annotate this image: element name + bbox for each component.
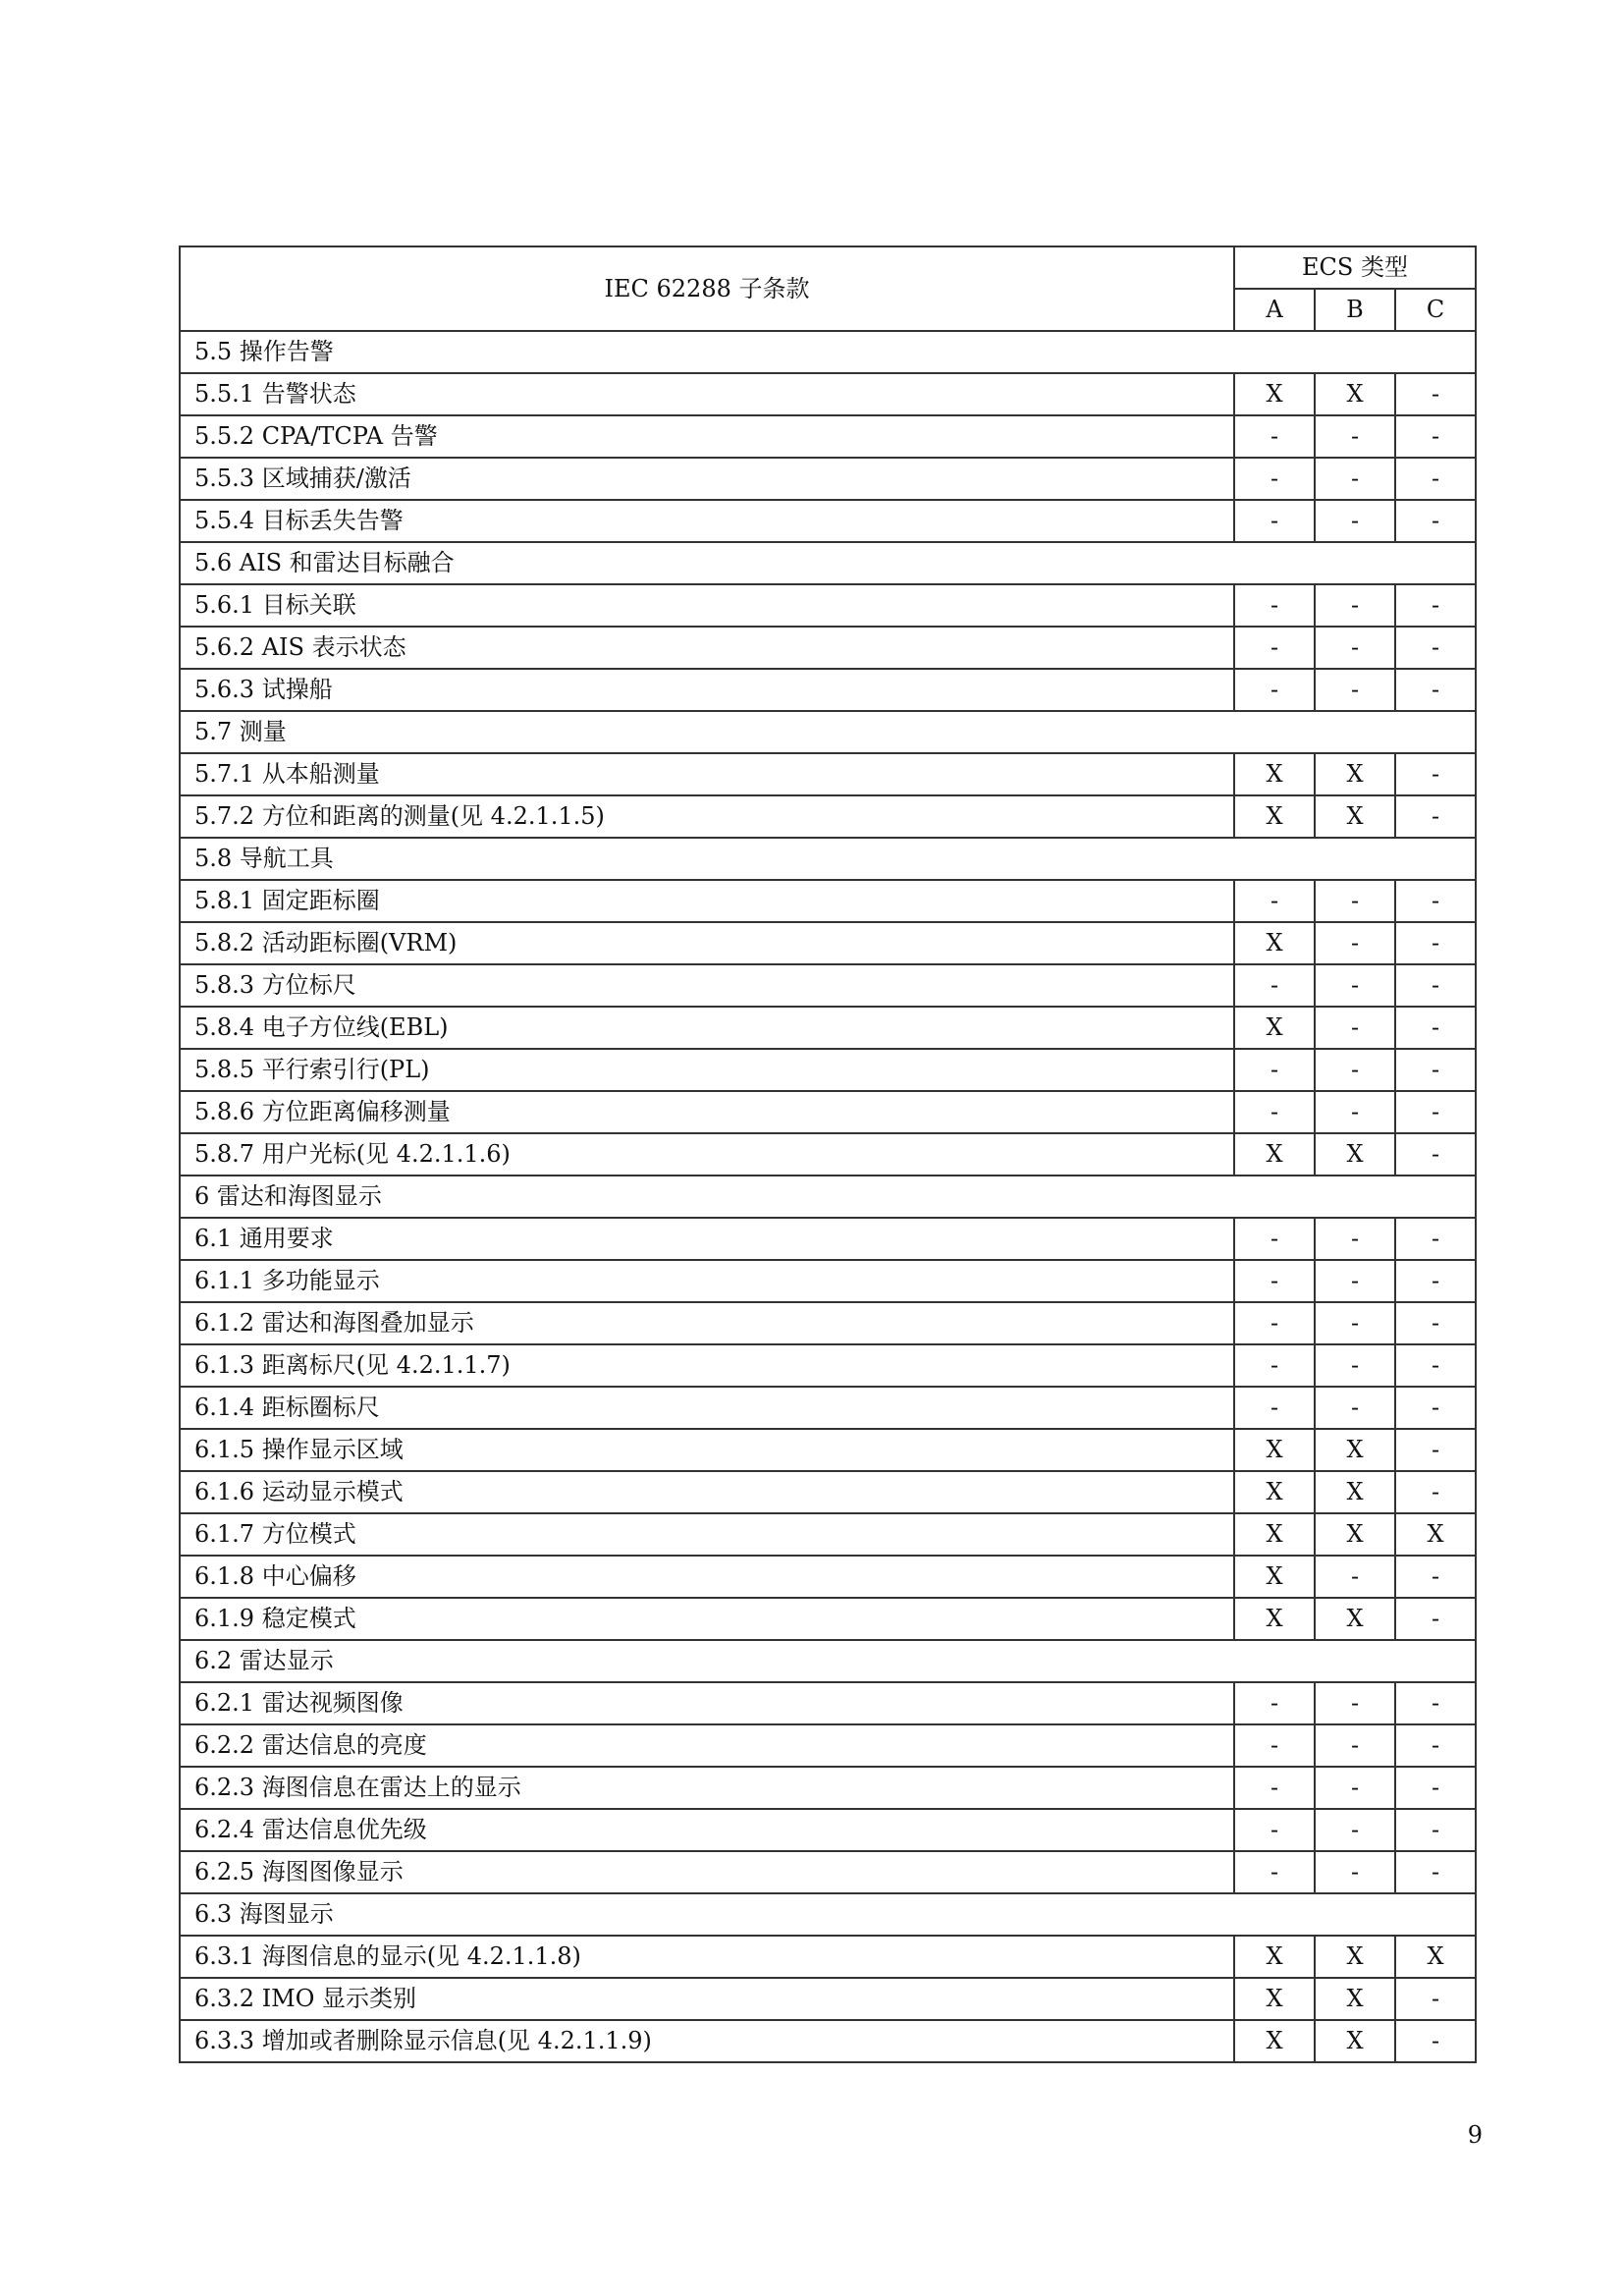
table-row — [180, 880, 1476, 922]
table-row — [180, 1978, 1476, 2020]
clause-label: 6.1.1 多功能显示 — [180, 1260, 1234, 1302]
ecs-a-mark: - — [1234, 1851, 1315, 1893]
ecs-b-mark: X — [1315, 753, 1395, 795]
table-row — [180, 1851, 1476, 1893]
table-row — [180, 1598, 1476, 1640]
ecs-c-mark: - — [1395, 1133, 1476, 1175]
ecs-b-mark: - — [1315, 1556, 1395, 1598]
ecs-a-mark: - — [1234, 415, 1315, 458]
table-row — [180, 669, 1476, 711]
ecs-a-mark: - — [1234, 1049, 1315, 1091]
clause-label: 5.6.1 目标关联 — [180, 584, 1234, 627]
ecs-b-mark: - — [1315, 627, 1395, 669]
ecs-a-mark: - — [1234, 500, 1315, 542]
ecs-a-mark: X — [1234, 795, 1315, 838]
ecs-c-mark: - — [1395, 795, 1476, 838]
clause-label: 5.5.2 CPA/TCPA 告警 — [180, 415, 1234, 458]
ecs-a-mark: X — [1234, 2020, 1315, 2062]
ecs-b-mark: - — [1315, 1809, 1395, 1851]
table-row — [180, 922, 1476, 964]
ecs-c-mark: - — [1395, 922, 1476, 964]
ecs-b-mark: X — [1315, 1133, 1395, 1175]
table-row — [180, 1387, 1476, 1429]
ecs-a-mark: - — [1234, 627, 1315, 669]
ecs-a-mark: - — [1234, 1809, 1315, 1851]
ecs-a-mark: X — [1234, 1471, 1315, 1513]
table-row — [180, 753, 1476, 795]
ecs-a-mark: X — [1234, 1513, 1315, 1556]
ecs-c-mark: - — [1395, 1344, 1476, 1387]
table-row — [180, 1513, 1476, 1556]
clause-label: 6.1.4 距标圈标尺 — [180, 1387, 1234, 1429]
ecs-a-mark: X — [1234, 1978, 1315, 2020]
clause-label: 6.3.1 海图信息的显示(见 4.2.1.1.8) — [180, 1936, 1234, 1978]
clause-column-header: IEC 62288 子条款 — [180, 246, 1234, 331]
ecs-c-mark: - — [1395, 584, 1476, 627]
clause-label: 6.3.3 增加或者删除显示信息(见 4.2.1.1.9) — [180, 2020, 1234, 2062]
clause-label: 6.1.3 距离标尺(见 4.2.1.1.7) — [180, 1344, 1234, 1387]
clause-label: 5.8.1 固定距标圈 — [180, 880, 1234, 922]
ecs-c-mark: - — [1395, 1767, 1476, 1809]
clause-label: 5.6.3 试操船 — [180, 669, 1234, 711]
clause-label: 6.1.8 中心偏移 — [180, 1556, 1234, 1598]
clause-label: 5.7.2 方位和距离的测量(见 4.2.1.1.5) — [180, 795, 1234, 838]
ecs-b-mark: - — [1315, 1682, 1395, 1724]
ecs-b-mark: - — [1315, 1218, 1395, 1260]
table-row — [180, 1682, 1476, 1724]
ecs-b-mark: X — [1315, 1513, 1395, 1556]
ecs-b-mark: - — [1315, 964, 1395, 1007]
ecs-c-mark: - — [1395, 964, 1476, 1007]
table-row — [180, 1429, 1476, 1471]
ecs-b-mark: X — [1315, 1936, 1395, 1978]
table-row — [180, 584, 1476, 627]
table-row — [180, 1302, 1476, 1344]
ecs-b-mark: X — [1315, 2020, 1395, 2062]
ecs-a-mark: - — [1234, 1682, 1315, 1724]
ecs-c-mark: - — [1395, 753, 1476, 795]
table-row — [180, 458, 1476, 500]
table-row — [180, 1936, 1476, 1978]
ecs-b-mark: - — [1315, 1387, 1395, 1429]
section-row — [180, 331, 1476, 373]
ecs-c-mark: - — [1395, 415, 1476, 458]
clause-label: 5.8.3 方位标尺 — [180, 964, 1234, 1007]
ecs-b-mark: - — [1315, 922, 1395, 964]
ecs-b-mark: - — [1315, 1724, 1395, 1767]
ecs-a-mark: - — [1234, 669, 1315, 711]
section-label: 6 雷达和海图显示 — [180, 1175, 1476, 1218]
ecs-b-mark: - — [1315, 669, 1395, 711]
section-label: 5.7 测量 — [180, 711, 1476, 753]
ecs-c-mark: - — [1395, 1091, 1476, 1133]
clause-label: 6.2.5 海图图像显示 — [180, 1851, 1234, 1893]
ecs-c-mark: - — [1395, 1724, 1476, 1767]
ecs-a-mark: - — [1234, 1767, 1315, 1809]
clause-label: 6.1.7 方位模式 — [180, 1513, 1234, 1556]
ecs-a-mark: X — [1234, 1133, 1315, 1175]
section-row — [180, 1893, 1476, 1936]
section-label: 5.6 AIS 和雷达目标融合 — [180, 542, 1476, 584]
clause-label: 5.8.6 方位距离偏移测量 — [180, 1091, 1234, 1133]
table-row — [180, 500, 1476, 542]
ecs-a-mark: X — [1234, 1598, 1315, 1640]
ecs-c-mark: - — [1395, 1007, 1476, 1049]
ecs-b-mark: X — [1315, 795, 1395, 838]
clause-label: 5.5.3 区域捕获/激活 — [180, 458, 1234, 500]
clause-label: 6.1.5 操作显示区域 — [180, 1429, 1234, 1471]
ecs-c-mark: - — [1395, 880, 1476, 922]
clause-label: 5.8.5 平行索引行(PL) — [180, 1049, 1234, 1091]
section-label: 5.8 导航工具 — [180, 838, 1476, 880]
ecs-b-mark: - — [1315, 1344, 1395, 1387]
ecs-b-mark: - — [1315, 1302, 1395, 1344]
ecs-b-mark: - — [1315, 500, 1395, 542]
ecs-c-mark: - — [1395, 2020, 1476, 2062]
ecs-c-mark: - — [1395, 1429, 1476, 1471]
ecs-c-mark: - — [1395, 1978, 1476, 2020]
ecs-a-mark: - — [1234, 1302, 1315, 1344]
ecs-a-mark: - — [1234, 1724, 1315, 1767]
table-row — [180, 1091, 1476, 1133]
ecs-c-mark: - — [1395, 1556, 1476, 1598]
ecs-b-mark: X — [1315, 1429, 1395, 1471]
table-row — [180, 1218, 1476, 1260]
ecs-c-mark: - — [1395, 1049, 1476, 1091]
ecs-c-mark: - — [1395, 1682, 1476, 1724]
table-row — [180, 2020, 1476, 2062]
ecs-a-mark: - — [1234, 964, 1315, 1007]
table-row — [180, 373, 1476, 415]
clause-label: 6.1 通用要求 — [180, 1218, 1234, 1260]
ecs-b-mark: - — [1315, 1260, 1395, 1302]
clause-label: 5.8.7 用户光标(见 4.2.1.1.6) — [180, 1133, 1234, 1175]
ecs-b-mark: X — [1315, 1598, 1395, 1640]
ecs-b-mark: - — [1315, 1767, 1395, 1809]
header-row-top — [180, 246, 1476, 289]
ecs-b-mark: X — [1315, 1471, 1395, 1513]
section-row — [180, 838, 1476, 880]
table-row — [180, 1344, 1476, 1387]
ecs-a-mark: X — [1234, 1936, 1315, 1978]
ecs-b-mark: - — [1315, 458, 1395, 500]
ecs-a-mark: - — [1234, 584, 1315, 627]
ecs-b-mark: - — [1315, 415, 1395, 458]
section-row — [180, 1175, 1476, 1218]
table-row — [180, 627, 1476, 669]
ecs-b-mark: - — [1315, 1007, 1395, 1049]
ecs-a-mark: - — [1234, 1260, 1315, 1302]
clause-label: 5.6.2 AIS 表示状态 — [180, 627, 1234, 669]
ecs-a-mark: X — [1234, 1429, 1315, 1471]
ecs-b-mark: - — [1315, 1091, 1395, 1133]
ecs-c-mark: X — [1395, 1513, 1476, 1556]
table-header — [180, 246, 1476, 331]
clause-label: 6.1.6 运动显示模式 — [180, 1471, 1234, 1513]
clause-label: 5.7.1 从本船测量 — [180, 753, 1234, 795]
ecs-b-mark: - — [1315, 1049, 1395, 1091]
clause-label: 5.8.2 活动距标圈(VRM) — [180, 922, 1234, 964]
clause-label: 6.1.2 雷达和海图叠加显示 — [180, 1302, 1234, 1344]
table-row — [180, 1471, 1476, 1513]
section-label: 6.2 雷达显示 — [180, 1640, 1476, 1682]
section-label: 5.5 操作告警 — [180, 331, 1476, 373]
ecs-type-header: ECS 类型 — [1234, 246, 1476, 289]
ecs-c-mark: X — [1395, 1936, 1476, 1978]
clause-label: 6.2.1 雷达视频图像 — [180, 1682, 1234, 1724]
clause-label: 5.5.1 告警状态 — [180, 373, 1234, 415]
section-row — [180, 711, 1476, 753]
table-row — [180, 1049, 1476, 1091]
ecs-c-mark: - — [1395, 1809, 1476, 1851]
ecs-a-mark: - — [1234, 1218, 1315, 1260]
page-number: 9 — [1467, 2121, 1483, 2149]
table-body — [180, 331, 1476, 2062]
ecs-b-mark: - — [1315, 1851, 1395, 1893]
clause-label: 5.5.4 目标丢失告警 — [180, 500, 1234, 542]
table-row — [180, 1133, 1476, 1175]
section-row — [180, 542, 1476, 584]
ecs-a-mark: - — [1234, 1091, 1315, 1133]
table-row — [180, 1809, 1476, 1851]
ecs-c-mark: - — [1395, 1851, 1476, 1893]
clause-label: 6.3.2 IMO 显示类别 — [180, 1978, 1234, 2020]
ecs-a-mark: - — [1234, 880, 1315, 922]
clause-label: 5.8.4 电子方位线(EBL) — [180, 1007, 1234, 1049]
col-header-a: A — [1234, 289, 1315, 331]
ecs-c-mark: - — [1395, 627, 1476, 669]
table-row — [180, 964, 1476, 1007]
ecs-c-mark: - — [1395, 458, 1476, 500]
table-row — [180, 1260, 1476, 1302]
clause-label: 6.1.9 稳定模式 — [180, 1598, 1234, 1640]
ecs-b-mark: - — [1315, 584, 1395, 627]
table-row — [180, 1556, 1476, 1598]
clause-label: 6.2.3 海图信息在雷达上的显示 — [180, 1767, 1234, 1809]
clause-label: 6.2.4 雷达信息优先级 — [180, 1809, 1234, 1851]
ecs-c-mark: - — [1395, 373, 1476, 415]
col-header-c: C — [1395, 289, 1476, 331]
ecs-a-mark: X — [1234, 753, 1315, 795]
ecs-a-mark: X — [1234, 1556, 1315, 1598]
section-row — [180, 1640, 1476, 1682]
table-row — [180, 1767, 1476, 1809]
section-label: 6.3 海图显示 — [180, 1893, 1476, 1936]
ecs-a-mark: X — [1234, 1007, 1315, 1049]
ecs-a-mark: - — [1234, 1387, 1315, 1429]
clause-label: 6.2.2 雷达信息的亮度 — [180, 1724, 1234, 1767]
ecs-c-mark: - — [1395, 1218, 1476, 1260]
table-row — [180, 415, 1476, 458]
ecs-c-mark: - — [1395, 1471, 1476, 1513]
ecs-b-mark: X — [1315, 373, 1395, 415]
ecs-c-mark: - — [1395, 1387, 1476, 1429]
ecs-b-mark: X — [1315, 1978, 1395, 2020]
col-header-b: B — [1315, 289, 1395, 331]
ecs-b-mark: - — [1315, 880, 1395, 922]
ecs-c-mark: - — [1395, 1302, 1476, 1344]
table-row — [180, 1007, 1476, 1049]
ecs-a-mark: - — [1234, 1344, 1315, 1387]
table-row — [180, 1724, 1476, 1767]
ecs-a-mark: - — [1234, 458, 1315, 500]
ecs-c-mark: - — [1395, 1598, 1476, 1640]
ecs-a-mark: X — [1234, 373, 1315, 415]
ecs-c-mark: - — [1395, 669, 1476, 711]
ecs-requirements-table — [179, 246, 1477, 2063]
ecs-c-mark: - — [1395, 1260, 1476, 1302]
table-row — [180, 795, 1476, 838]
ecs-a-mark: X — [1234, 922, 1315, 964]
ecs-c-mark: - — [1395, 500, 1476, 542]
